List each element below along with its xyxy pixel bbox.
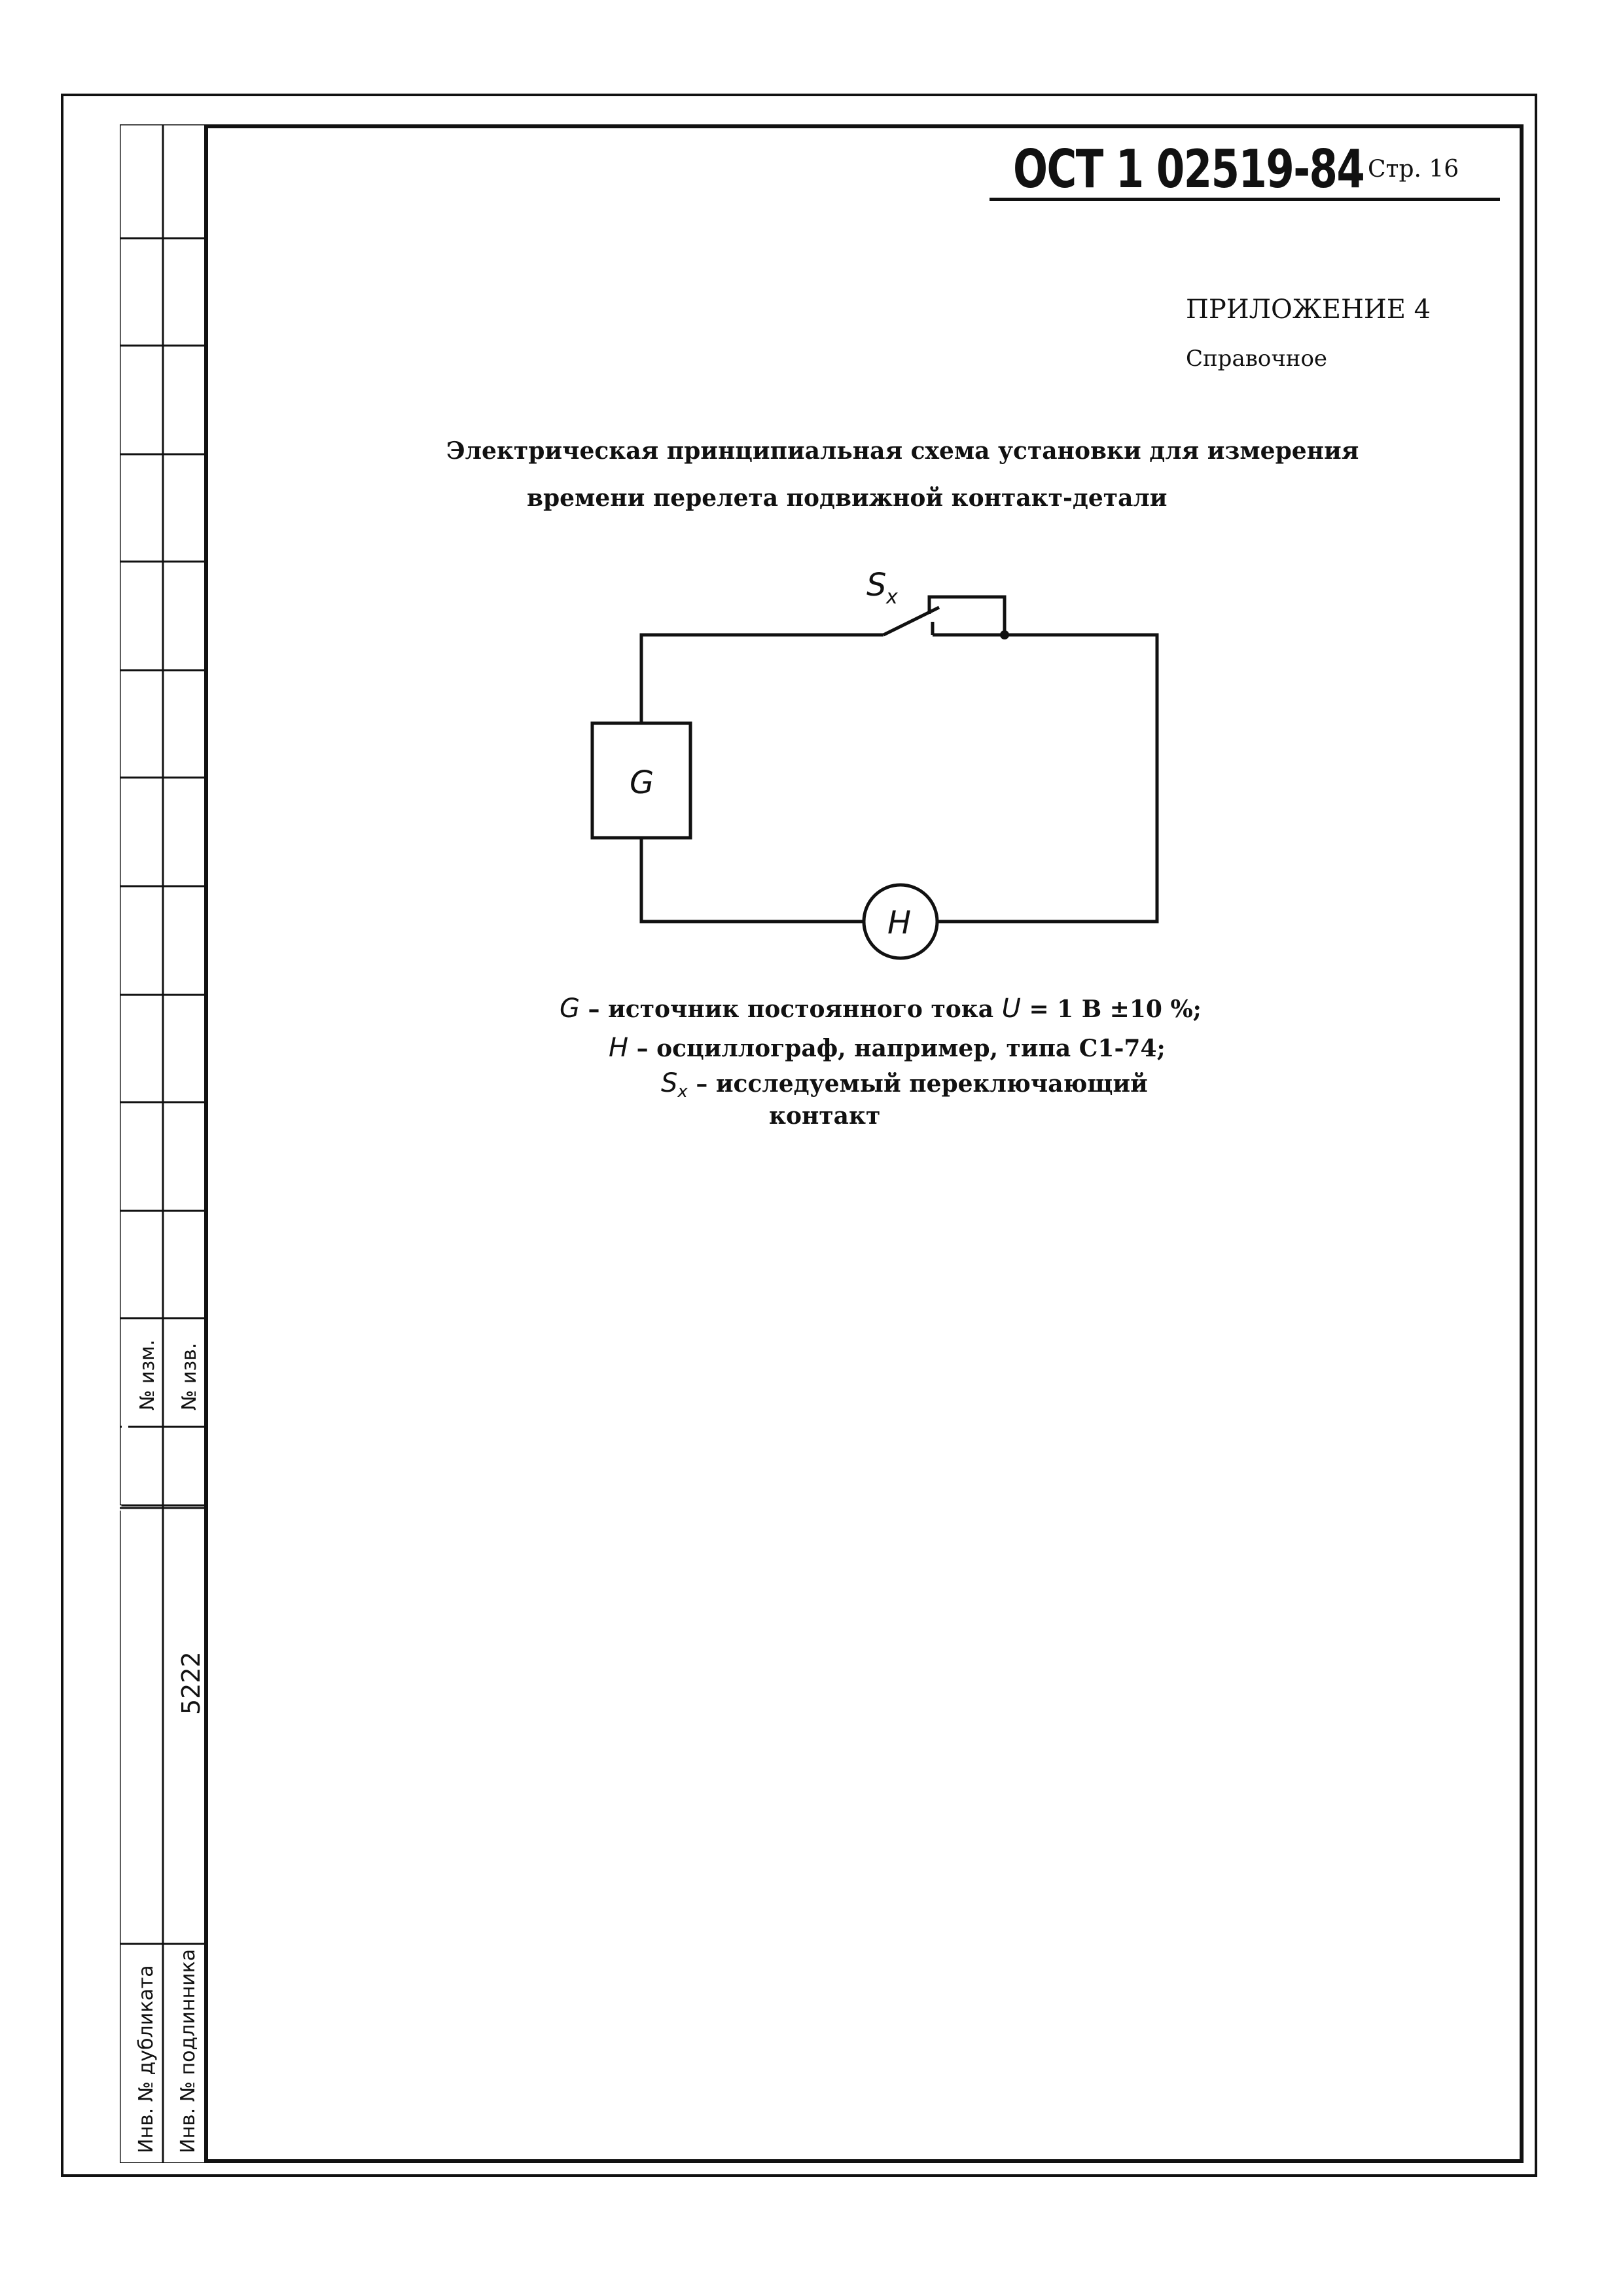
page-number: Стр. 16 [1368,156,1459,183]
appendix-type: Справочное [1186,346,1328,372]
wire-right [938,635,1157,922]
wire-bottom-left [641,838,864,922]
switch-label: S [866,569,887,603]
source-label: G [630,764,654,801]
legend-symbol-h: H [609,1033,629,1063]
switch-contact [929,597,1005,635]
legend-symbol-s: S [661,1068,678,1098]
header-underline [990,198,1500,201]
junction-dot [1000,630,1009,639]
document-code: ОСТ 1 02519-84 [1013,139,1364,200]
legend-symbol-g: G [560,994,580,1024]
legend-line-3: $S_x$ – исследуемый переключающий [661,1068,1148,1102]
strip-label-izv: № изв. [178,1342,201,1410]
figure-title-line-2: времени перелета подвижной контакт-детали [527,484,1168,512]
appendix-title: ПРИЛОЖЕНИЕ 4 [1186,295,1431,325]
inner-frame [204,124,1524,2163]
strip-label-original: Инв. № подлинника [177,1948,200,2153]
circuit-schematic [576,569,1178,975]
legend-line-4: контакт [769,1102,881,1130]
legend-line-2: H – осциллограф, например, типа С1-74; [609,1033,1166,1063]
meter-label: H [887,905,912,941]
switch-label-subscript: x [886,586,898,609]
figure-title-line-1: Электрическая принципиальная схема установки для измерения [446,437,1359,465]
side-strip [120,124,206,2163]
legend-line-1: G – источник постоянного тока U = 1 В ±10 %; [560,994,1202,1024]
wire-top-left [641,635,883,723]
original-inventory-number: 5222 [177,1651,205,1715]
strip-label-duplicate: Инв. № дубликата [135,1965,158,2153]
strip-gap [122,1399,128,1504]
strip-label-izm: № изм. [136,1339,159,1410]
